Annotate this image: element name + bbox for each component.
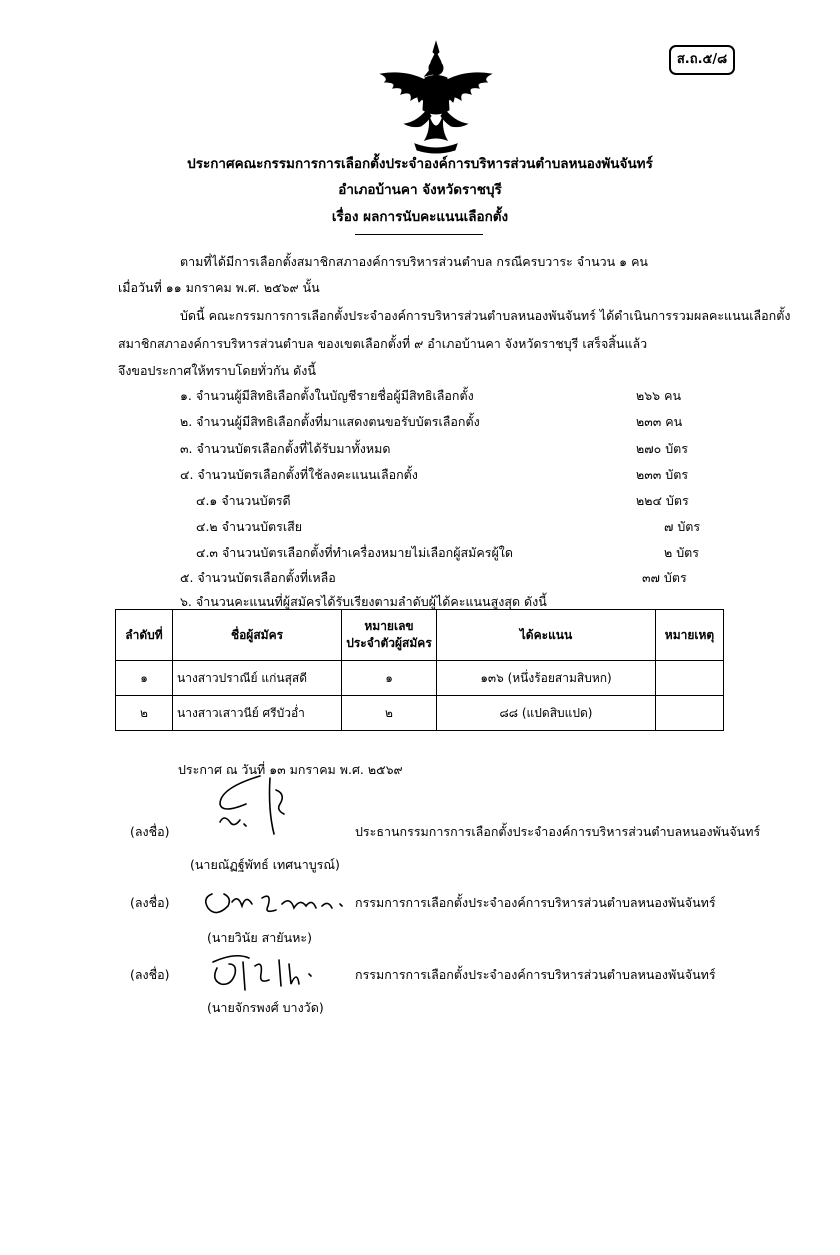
header-candidate-number-line-1: หมายเลข	[364, 619, 414, 633]
item-no-vote-ballots-value: ๒ บัตร	[664, 545, 699, 560]
header-candidate-name: ชื่อผู้สมัคร	[173, 610, 342, 661]
table-row	[116, 696, 724, 731]
signature-2-name: (นายวินัย สายันหะ)	[207, 930, 312, 945]
row-candidate-name: นางสาวปราณีย์ แก่นสุสดี	[173, 661, 342, 696]
signature-3-name: (นายจักรพงศ์ บางวัด)	[207, 1000, 324, 1015]
signature-1-name: (นายณัฏฐ์พัทธ์ เทศนาบูรณ์)	[190, 857, 340, 872]
item-remaining-ballots-label: ๕. จำนวนบัตรเลือกตั้งที่เหลือ	[180, 570, 336, 585]
form-code-badge: ส.ถ.๕/๘	[669, 45, 735, 75]
signature-1-prefix: (ลงชื่อ)	[130, 824, 170, 839]
header-score: ได้คะแนน	[437, 610, 656, 661]
intro-paragraph-2-line-1: บัดนี้ คณะกรรมการการเลือกตั้งประจำองค์การบริหารส่วนตำบลหนองพันจันทร์ ได้ดำเนินการรวมผลคะแนนเลือกตั้ง	[180, 308, 791, 323]
signature-chairman-icon	[200, 770, 300, 842]
item-spoiled-ballots-value: ๗ บัตร	[664, 519, 701, 534]
signature-1-position: ประธานกรรมการการเลือกตั้งประจำองค์การบริหารส่วนตำบลหนองพันจันทร์	[355, 824, 761, 839]
row-candidate-number: ๑	[342, 661, 437, 696]
item-present-voters-value: ๒๓๓ คน	[636, 414, 683, 429]
signature-committee-1-icon	[198, 884, 350, 924]
item-ballots-used-label: ๔. จำนวนบัตรเลือกตั้งที่ใช้ลงคะแนนเลือกตั้ง	[180, 467, 418, 482]
item-good-ballots-value: ๒๒๔ บัตร	[636, 493, 689, 508]
intro-paragraph-2-line-3: จึงขอประกาศให้ทราบโดยทั่วกัน ดังนี้	[118, 363, 316, 378]
signature-2-position: กรรมการการเลือกตั้งประจำองค์การบริหารส่วนตำบลหนองพันจันทร์	[355, 895, 716, 910]
item-ballots-used-value: ๒๓๓ บัตร	[636, 467, 689, 482]
item-ballots-received-label: ๓. จำนวนบัตรเลือกตั้งที่ได้รับมาทั้งหมด	[180, 441, 391, 456]
row-remark	[656, 696, 724, 731]
intro-paragraph-2-line-2: สมาชิกสภาองค์การบริหารส่วนตำบล ของเขตเลือกตั้งที่ ๙ อำเภอบ้านคา จังหวัดราชบุรี เสร็จสิ้นแล้ว	[118, 336, 648, 351]
item-remaining-ballots-value: ๓๗ บัตร	[642, 570, 687, 585]
heading-title: ประกาศคณะกรรมการการเลือกตั้งประจำองค์การบริหารส่วนตำบลหนองพันจันทร์	[187, 156, 653, 172]
signature-3-position: กรรมการการเลือกตั้งประจำองค์การบริหารส่วนตำบลหนองพันจันทร์	[355, 967, 716, 982]
table-row	[116, 661, 724, 696]
item-ballots-received-value: ๒๗๐ บัตร	[636, 441, 689, 456]
row-remark	[656, 661, 724, 696]
results-table-header-row	[116, 610, 724, 661]
intro-paragraph-1-line-1: ตามที่ได้มีการเลือกตั้งสมาชิกสภาองค์การบริหารส่วนตำบล กรณีครบวาระ จำนวน ๑ คน	[180, 254, 648, 269]
row-score: ๘๘ (แปดสิบแปด)	[437, 696, 656, 731]
item-good-ballots-label: ๔.๑ จำนวนบัตรดี	[196, 493, 291, 508]
item-candidate-scores-label: ๖. จำนวนคะแนนที่ผู้สมัครได้รับเรียงตามลำดับผู้ได้คะแนนสูงสุด ดังนี้	[180, 594, 547, 609]
row-candidate-name: นางสาวเสาวนีย์ ศรีบัวอ่ำ	[173, 696, 342, 731]
header-candidate-number	[342, 610, 437, 661]
item-eligible-voters-value: ๒๖๖ คน	[636, 388, 681, 403]
item-spoiled-ballots-label: ๔.๒ จำนวนบัตรเสีย	[196, 519, 303, 534]
item-no-vote-ballots-label: ๔.๓ จำนวนบัตรเลือกตั้งที่ทำเครื่องหมายไม่เลือกผู้สมัครผู้ใด	[196, 545, 514, 560]
signature-3-prefix: (ลงชื่อ)	[130, 967, 170, 982]
row-rank: ๒	[116, 696, 173, 731]
header-candidate-number-line-2: ประจำตัวผู้สมัคร	[346, 636, 432, 650]
heading-divider	[355, 234, 483, 235]
announcement-date: ประกาศ ณ วันที่ ๑๓ มกราคม พ.ศ. ๒๕๖๙	[178, 762, 403, 777]
row-score: ๑๓๖ (หนึ่งร้อยสามสิบหก)	[437, 661, 656, 696]
row-candidate-number: ๒	[342, 696, 437, 731]
row-rank: ๑	[116, 661, 173, 696]
intro-paragraph-1-line-2: เมื่อวันที่ ๑๑ มกราคม พ.ศ. ๒๕๖๙ นั้น	[118, 280, 320, 295]
heading-subject: เรื่อง ผลการนับคะแนนเลือกตั้ง	[331, 209, 509, 225]
item-present-voters-label: ๒. จำนวนผู้มีสิทธิเลือกตั้งที่มาแสดงตนขอรับบัตรเลือกตั้ง	[180, 414, 480, 429]
signature-committee-2-icon	[205, 950, 320, 994]
results-table	[115, 609, 724, 731]
heading-district: อำเภอบ้านคา จังหวัดราชบุรี	[338, 182, 502, 198]
signature-2-prefix: (ลงชื่อ)	[130, 895, 170, 910]
item-eligible-voters-label: ๑. จำนวนผู้มีสิทธิเลือกตั้งในบัญชีรายชื่อผู้มีสิทธิเลือกตั้ง	[180, 388, 474, 403]
header-rank: ลำดับที่	[116, 610, 173, 661]
garuda-emblem-icon	[375, 40, 497, 160]
header-remark: หมายเหตุ	[656, 610, 724, 661]
